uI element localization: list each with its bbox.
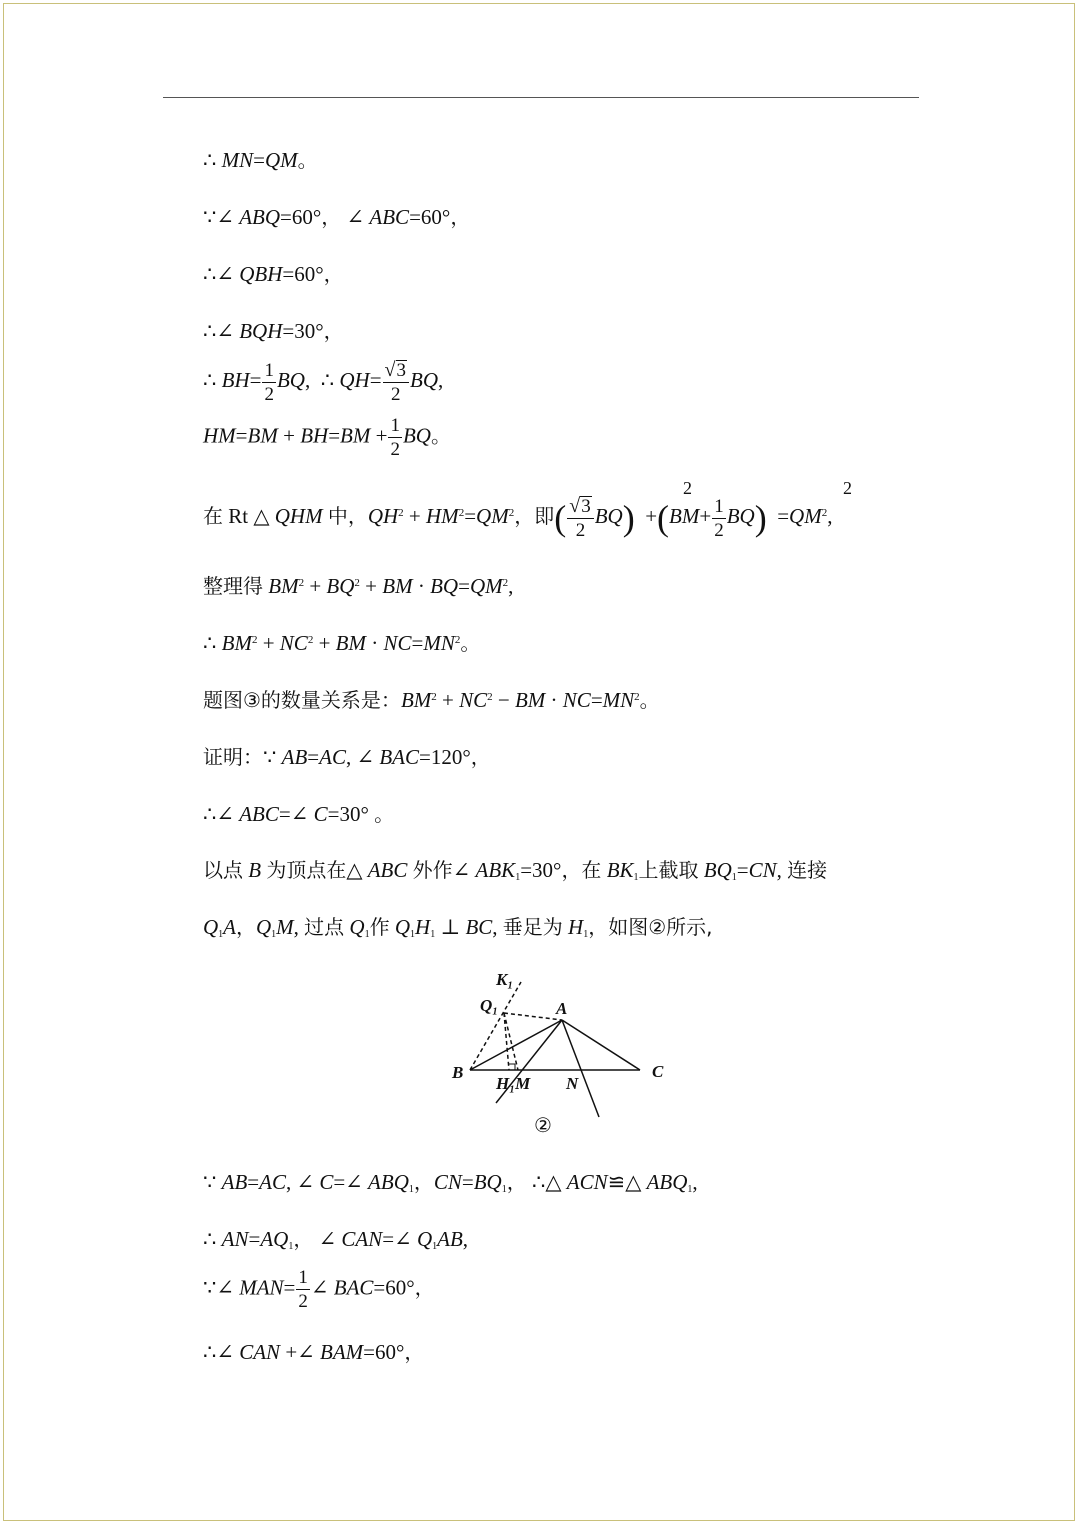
segment-Q1A	[504, 1013, 562, 1020]
math-line-2: ∵∠ ABQ=60°， ∠ ABC=60°，	[203, 205, 471, 229]
math-line-16: ∴ $AN=AQ_1$， ∠ CAN=∠ $Q_1AB$,	[203, 1227, 469, 1252]
label-Q1: Q₁	[480, 996, 499, 1015]
label-H1M: H₁M	[496, 1074, 531, 1093]
math-line-17: ∵∠ MAN= $\frac{1}{2}$ ∠ BAC=60°，	[203, 1267, 435, 1312]
label-N: N	[566, 1074, 579, 1093]
math-line-13: 以点 B 为顶点在△ ABC 外作∠ $ABK_1=30^\circ$，在 $BK_1$上截取 $BQ_1=CN$, 连接	[203, 858, 828, 883]
math-line-5: ∴ BH= $\frac{1}{2}$ BQ, ∴ QH= √ 3 2 BQ,	[203, 359, 444, 405]
segment-AC	[562, 1020, 640, 1070]
right-angle-mark	[509, 1064, 515, 1070]
label-A: A	[556, 999, 568, 1018]
exponent-2a: 2	[683, 478, 692, 498]
figure-caption: ②	[534, 1113, 552, 1137]
label-B: B	[452, 1063, 464, 1082]
math-line-18: ∴∠ CAN +∠ BAM=60°，	[203, 1340, 425, 1364]
math-line-1: ∴ MN=QM。	[203, 148, 318, 172]
math-line-14: $Q_1A$，$Q_1M$, 过点 $Q_1$作 $Q_1H_1$ ⊥ BC, 垂足为 $H_1$，如图②所示,	[203, 915, 713, 940]
math-line-12: ∴∠ ABC=∠ C=30° 。	[203, 802, 395, 826]
math-line-15: ∵ AB=AC, ∠ C=∠ $ABQ_1$，$CN=BQ_1$， ∴△ ACN≌△ $ABQ_1$,	[203, 1170, 698, 1195]
exponent-2b: 2	[843, 478, 852, 498]
math-line-3: ∴∠ QBH=60°，	[203, 262, 344, 286]
math-line-11: 证明：∵ AB=AC, ∠ BAC=120°，	[203, 745, 491, 769]
header-rule	[163, 97, 919, 98]
label-C: C	[652, 1062, 664, 1081]
segment-AN	[562, 1020, 599, 1117]
math-line-10: 题图③的数量关系是：$BM^2 + NC^2$ − BM · $NC=MN^2$。	[203, 688, 660, 712]
math-line-8: 整理得 $BM^2 + BQ^2$ + BM · $BQ=QM^2$,	[203, 574, 514, 598]
math-line-9: ∴ $BM^2 + NC^2$ + BM · $NC=MN^2$。	[203, 631, 481, 655]
math-line-6: HM=BM + BH=BM + $\frac{1}{2}$ BQ。	[203, 415, 451, 460]
math-line-7: 在 Rt △ QHM 中，$QH^2 + HM^2=QM^2$，即( √ 3 2 BQ) +(BM+ $\frac{1}{2}$ $BQ) =QM^2$,	[203, 495, 833, 541]
page-frame	[3, 3, 1075, 1521]
geometry-figure	[440, 960, 680, 1145]
label-K1: K₁	[496, 970, 514, 989]
math-line-4: ∴∠ BQH=30°，	[203, 319, 344, 343]
